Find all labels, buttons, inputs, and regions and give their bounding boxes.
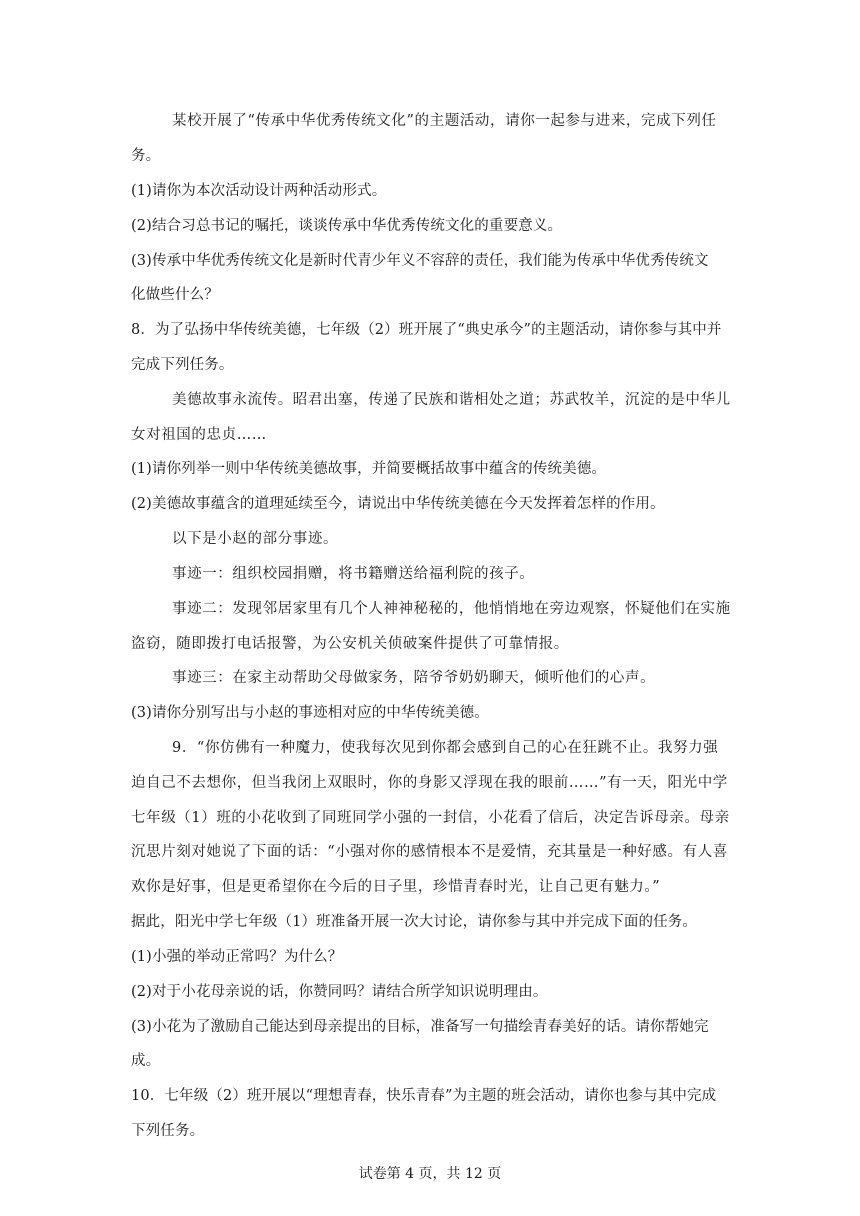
question-7-sub-1: (1)请你为本次活动设计两种活动形式。 (131, 183, 387, 199)
question-9-stem-cont: 迫自己不去想你，但当我闭上双眼时，你的身影又浮现在我的眼前……”有一天，阳光中学 (131, 775, 728, 791)
intro-paragraph-line: 务。 (131, 148, 161, 164)
question-8-material: 美德故事永流传。昭君出塞，传递了民族和谐相处之道；苏武牧羊，沉淀的是中华儿 (172, 392, 731, 408)
question-8-sub-3: (3)请你分别写出与小赵的事迹相对应的中华传统美德。 (131, 705, 489, 721)
question-7-sub-2: (2)结合习总书记的嘱托，谈谈传承中华优秀传统文化的重要意义。 (131, 218, 563, 234)
question-8-deed-1: 事迹一：组织校园捐赠，将书籍赠送给福利院的孩子。 (172, 566, 535, 582)
question-7-sub-3-cont: 化做些什么？ (131, 287, 219, 303)
question-8-deed-2-cont: 盗窃，随即拨打电话报警，为公安机关侦破案件提供了可靠情报。 (131, 636, 569, 652)
question-9-sub-1: (1)小强的举动正常吗？为什么？ (131, 949, 343, 965)
question-9-sub-3-cont: 成。 (131, 1053, 161, 1069)
question-9-stem-cont: 欢你是好事，但是更希望你在今后的日子里，珍惜青春时光，让自己更有魅力。” (131, 879, 661, 895)
question-9-stem-cont: 沉思片刻对她说了下面的话：“小强对你的感情根本不是爱情，充其量是一种好感。有人喜 (131, 844, 728, 860)
question-8-stem-cont: 完成下列任务。 (131, 357, 234, 373)
question-8-deeds-intro: 以下是小赵的部分事迹。 (172, 531, 339, 547)
question-8-stem: 8．为了弘扬中华传统美德，七年级（2）班开展了“典史承今”的主题活动，请你参与其中并 (131, 322, 722, 338)
question-9-task-intro: 据此，阳光中学七年级（1）班准备开展一次大讨论，请你参与其中并完成下面的任务。 (131, 914, 698, 930)
question-8-deed-2: 事迹二：发现邻居家里有几个人神神秘秘的，他悄悄地在旁边观察，怀疑他们在实施 (172, 601, 731, 617)
intro-paragraph-line: 某校开展了“传承中华优秀传统文化”的主题活动，请你一起参与进来，完成下列任 (172, 113, 717, 129)
question-9-sub-2: (2)对于小花母亲说的话，你赞同吗？请结合所学知识说明理由。 (131, 984, 548, 1000)
question-9-stem: 9．“你仿佛有一种魔力，使我每次见到你都会感到自己的心在狂跳不止。我努力强 (172, 740, 719, 756)
page-footer: 试卷第 4 页，共 12 页 (358, 1166, 502, 1182)
question-8-material-cont: 女对祖国的忠贞…… (131, 427, 267, 443)
question-10-stem: 10．七年级（2）班开展以“理想青春，快乐青春”为主题的班会活动，请你也参与其中完成 (131, 1088, 717, 1104)
question-8-sub-2: (2)美德故事蕴含的道理延续至今，请说出中华传统美德在今天发挥着怎样的作用。 (131, 496, 665, 512)
question-9-stem-cont: 七年级（1）班的小花收到了同班同学小强的一封信，小花看了信后，决定告诉母亲。母亲 (131, 810, 730, 826)
question-10-stem-cont: 下列任务。 (131, 1123, 205, 1139)
question-9-sub-3: (3)小花为了激励自己能达到母亲提出的目标，准备写一句描绘青春美好的话。请你帮她完 (131, 1019, 709, 1035)
question-8-deed-3: 事迹三：在家主动帮助父母做家务，陪爷爷奶奶聊天，倾听他们的心声。 (172, 670, 656, 686)
question-8-sub-1: (1)请你列举一则中华传统美德故事，并简要概括故事中蕴含的传统美德。 (131, 461, 607, 477)
question-7-sub-3: (3)传承中华优秀传统文化是新时代青少年义不容辞的责任，我们能为传承中华优秀传统文 (131, 253, 709, 269)
